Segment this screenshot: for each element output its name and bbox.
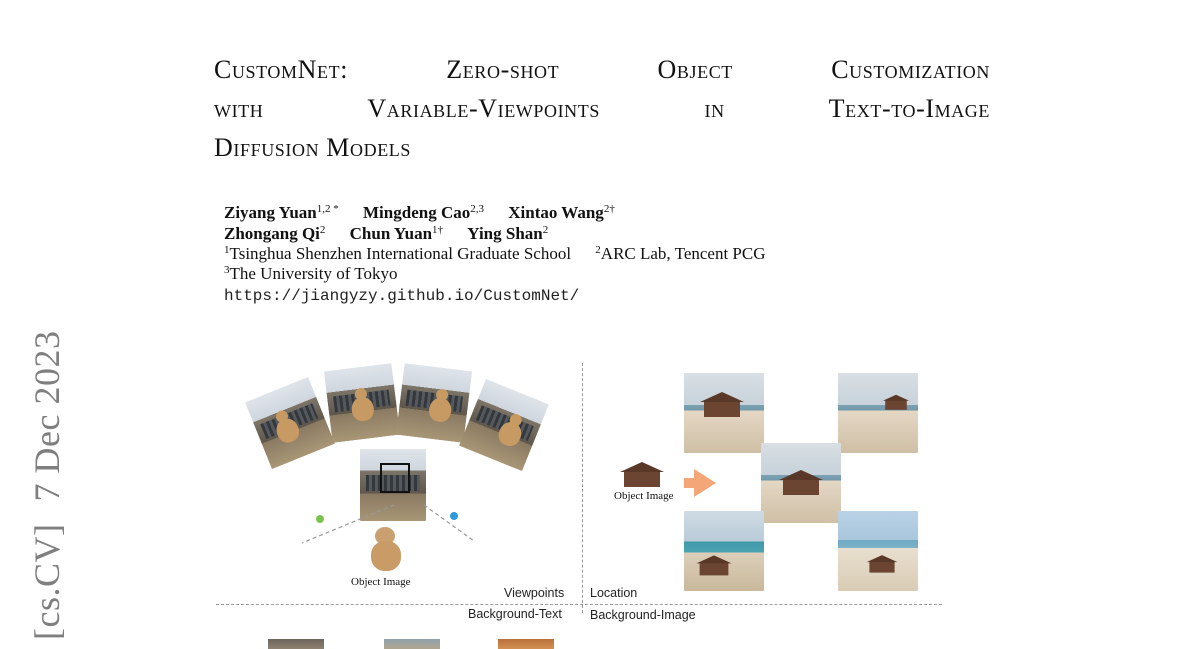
location-image — [684, 511, 764, 591]
arrow-right-icon-stem — [684, 478, 696, 488]
author-sup: 2 — [319, 224, 326, 236]
affiliation-3: The University of Tokyo — [229, 264, 398, 283]
author-sup: 1,2 * — [316, 203, 339, 215]
arxiv-category: [cs.CV] — [27, 523, 67, 640]
author-block — [224, 202, 766, 308]
author-sup: 1† — [432, 224, 444, 236]
background-image-label: Background-Image — [590, 608, 696, 622]
location-center-image — [761, 443, 841, 523]
author-name: Zhongang Qi — [224, 224, 320, 243]
project-url[interactable]: https://jiangyzy.github.io/CustomNet/ — [224, 287, 580, 305]
arrow-right-icon — [694, 469, 716, 497]
affiliation-1: Tsinghua Shenzhen International Graduate School — [229, 244, 572, 263]
author-sup: 2,3 — [470, 203, 484, 215]
arxiv-date: 7 Dec 2023 — [27, 330, 67, 502]
author-name: Ziyang Yuan — [224, 203, 317, 222]
author-name: Mingdeng Cao — [363, 203, 471, 222]
left-object-caption: Object Image — [351, 576, 411, 588]
figure-vertical-divider — [582, 363, 583, 613]
right-object-caption: Object Image — [614, 490, 674, 502]
viewpoints-label: Viewpoints — [504, 586, 565, 600]
author-name: Chun Yuan — [349, 224, 433, 243]
author-sup: 2 — [542, 224, 549, 236]
location-image — [684, 373, 764, 453]
figure-horizontal-divider — [216, 604, 942, 605]
camera-cube-icon — [380, 463, 410, 493]
bear-view-image — [324, 363, 400, 443]
author-name: Ying Shan — [467, 224, 543, 243]
affiliation-row-2 — [224, 264, 766, 284]
title-line-2: with Variable-Viewpoints in Text-to-Image — [214, 94, 990, 123]
title-line-3: Diffusion Models — [214, 133, 412, 162]
affil-sup: 1 — [224, 244, 230, 256]
location-image — [838, 511, 918, 591]
bear-view-image — [396, 363, 472, 443]
teaser-figure — [214, 355, 954, 648]
author-row-1 — [224, 202, 766, 223]
author-row-2 — [224, 223, 766, 244]
paper-title — [214, 50, 990, 167]
affil-sup: 2 — [595, 244, 601, 256]
author-name: Xintao Wang — [508, 203, 604, 222]
barn-object-image — [622, 463, 662, 487]
affil-sup: 3 — [224, 264, 230, 276]
bear-object-image — [369, 527, 403, 573]
author-sup: 2† — [603, 203, 615, 215]
location-label: Location — [590, 586, 638, 600]
bear-view-image — [245, 377, 335, 469]
arxiv-stamp — [26, 331, 68, 640]
affiliation-2: ARC Lab, Tencent PCG — [600, 244, 766, 263]
bear-view-image — [459, 379, 549, 471]
affiliation-row-1 — [224, 244, 766, 264]
title-line-1: CustomNet: Zero-shot Object Customization — [214, 55, 990, 84]
location-image — [838, 373, 918, 453]
background-text-label: Background-Text — [468, 607, 562, 621]
